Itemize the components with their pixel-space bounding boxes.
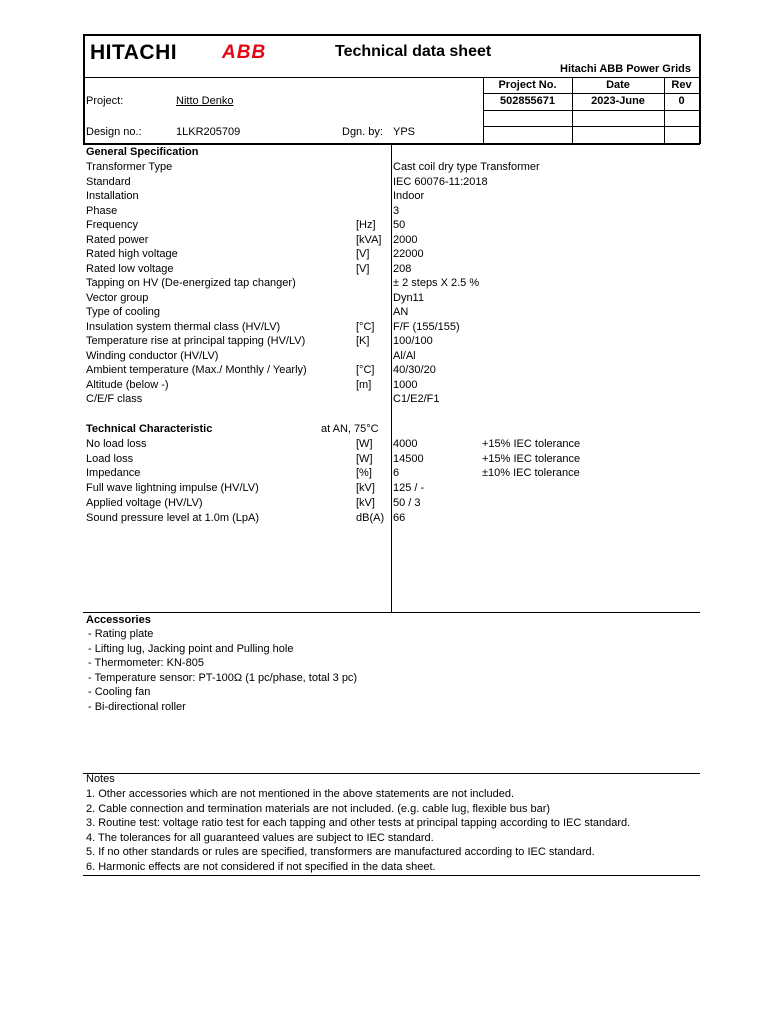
row-label: Temperature rise at principal tapping (HV/LV) bbox=[86, 335, 306, 347]
note-item: 4. The tolerances for all guaranteed values are subject to IEC standard. bbox=[86, 831, 434, 844]
row-label: Rated power bbox=[86, 233, 149, 246]
date-value: 2023-June bbox=[591, 95, 645, 107]
row-value: 1000 bbox=[393, 378, 418, 391]
row-value: AN bbox=[393, 306, 409, 318]
note-item: 5. If no other standards or rules are specified, transformers are manufactured according to IEC standard. bbox=[86, 846, 595, 859]
row-value: 6 bbox=[393, 467, 400, 480]
row-value: Al/Al bbox=[393, 349, 416, 362]
general-spec-heading: General Specification bbox=[86, 146, 199, 158]
row-value: ± 2 steps X 2.5 % bbox=[393, 277, 480, 289]
row-unit: [°C] bbox=[356, 364, 375, 376]
row-value: Cast coil dry type Transformer bbox=[393, 161, 540, 173]
row-value: 40/30/20 bbox=[393, 364, 436, 376]
row-value: IEC 60076-11:2018 bbox=[393, 175, 488, 188]
row-label: Frequency bbox=[86, 219, 138, 231]
project-no-header: Project No. bbox=[498, 79, 557, 91]
list-item: - Cooling fan bbox=[88, 686, 151, 699]
row-tolerance: ±10% IEC tolerance bbox=[482, 467, 580, 480]
page-title: Technical data sheet bbox=[335, 43, 492, 60]
project-no-value: 502855671 bbox=[499, 95, 556, 107]
row-label: Insulation system thermal class (HV/LV) bbox=[86, 320, 281, 333]
row-label: Rated high voltage bbox=[86, 248, 178, 260]
note-item: 1. Other accessories which are not mentioned in the above statements are not included. bbox=[86, 788, 515, 800]
row-label: Winding conductor (HV/LV) bbox=[86, 349, 219, 362]
row-label: Ambient temperature (Max./ Monthly / Yearly) bbox=[86, 364, 307, 376]
row-label: Installation bbox=[86, 190, 139, 202]
row-value: 4000 bbox=[393, 438, 418, 450]
row-unit: [%] bbox=[356, 467, 372, 480]
header-right-border bbox=[699, 34, 701, 144]
row-label: Vector group bbox=[86, 291, 149, 304]
row-value: C1/E2/F1 bbox=[393, 393, 440, 405]
row-unit: [m] bbox=[356, 378, 372, 391]
technical-condition: at AN, 75°C bbox=[321, 423, 379, 435]
header-left-border bbox=[83, 34, 85, 144]
date-header: Date bbox=[606, 79, 630, 91]
row-value: 50 / 3 bbox=[393, 496, 421, 509]
list-item: - Thermometer: KN-805 bbox=[88, 657, 204, 670]
accessories-heading: Accessories bbox=[86, 614, 151, 626]
notes-heading: Notes bbox=[86, 773, 115, 785]
row-label: C/E/F class bbox=[86, 393, 143, 405]
rev-value: 0 bbox=[678, 95, 685, 107]
notes-bottom-border bbox=[83, 875, 700, 876]
spec-bottom-border bbox=[83, 612, 700, 613]
row-label: Full wave lightning impulse (HV/LV) bbox=[86, 482, 259, 495]
row-unit: [Hz] bbox=[356, 219, 376, 231]
dgn-value: YPS bbox=[393, 126, 416, 138]
row-value: 2000 bbox=[393, 233, 418, 246]
row-label: Altitude (below -) bbox=[86, 378, 169, 391]
row-value: Dyn11 bbox=[393, 291, 424, 304]
row-label: Tapping on HV (De-energized tap changer) bbox=[86, 277, 296, 289]
row-value: 3 bbox=[393, 204, 400, 217]
project-label: Project: bbox=[86, 95, 124, 107]
row-label: Applied voltage (HV/LV) bbox=[86, 496, 203, 509]
row-unit: [V] bbox=[356, 248, 370, 260]
list-item: - Rating plate bbox=[88, 628, 154, 640]
row-label: Load loss bbox=[86, 452, 134, 465]
header-divider bbox=[83, 77, 700, 78]
row-label: Type of cooling bbox=[86, 306, 160, 318]
value-column-divider bbox=[391, 143, 392, 612]
list-item: - Bi-directional roller bbox=[88, 701, 186, 713]
accessories-bottom-border bbox=[83, 773, 700, 774]
row-unit: [kV] bbox=[356, 496, 375, 509]
design-label: Design no.: bbox=[86, 126, 142, 138]
technical-heading: Technical Characteristic bbox=[86, 423, 213, 435]
row-unit: dB(A) bbox=[356, 511, 385, 524]
design-value: 1LKR205709 bbox=[176, 126, 241, 138]
row-value: 66 bbox=[393, 511, 406, 524]
row-value: 100/100 bbox=[393, 335, 433, 347]
row-value: 14500 bbox=[393, 452, 424, 465]
company-name: Hitachi ABB Power Grids bbox=[560, 63, 692, 75]
row-tolerance: +15% IEC tolerance bbox=[482, 452, 581, 465]
note-item: 2. Cable connection and termination materials are not included. (e.g. cable lug, flexible bus bar) bbox=[86, 802, 551, 815]
row-unit: [kV] bbox=[356, 482, 375, 495]
list-item: - Lifting lug, Jacking point and Pulling hole bbox=[88, 642, 294, 655]
row-value: 208 bbox=[393, 262, 412, 275]
row-label: Phase bbox=[86, 204, 118, 217]
rev-header: Rev bbox=[671, 79, 692, 91]
row-label: Impedance bbox=[86, 467, 141, 480]
row-label: Standard bbox=[86, 175, 131, 188]
row-unit: [W] bbox=[356, 452, 373, 465]
row-label: Transformer Type bbox=[86, 161, 173, 173]
list-item: - Temperature sensor: PT-100Ω (1 pc/phase, total 3 pc) bbox=[88, 671, 358, 684]
row-value: 22000 bbox=[393, 248, 424, 260]
row-unit: [°C] bbox=[356, 320, 375, 333]
row-unit: [K] bbox=[356, 335, 370, 347]
row-value: Indoor bbox=[393, 190, 425, 202]
row-value: 50 bbox=[393, 219, 406, 231]
row-label: Sound pressure level at 1.0m (LpA) bbox=[86, 511, 260, 524]
row-unit: [W] bbox=[356, 438, 373, 450]
project-value: Nitto Denko bbox=[176, 95, 234, 107]
dgn-label: Dgn. by: bbox=[342, 126, 383, 138]
row-label: Rated low voltage bbox=[86, 262, 174, 275]
note-item: 6. Harmonic effects are not considered if not specified in the data sheet. bbox=[86, 861, 436, 873]
row-tolerance: +15% IEC tolerance bbox=[482, 438, 581, 450]
note-item: 3. Routine test: voltage ratio test for each tapping and other tests at principal tapping according to IEC standard. bbox=[86, 817, 631, 830]
row-value: 125 / - bbox=[393, 482, 425, 495]
row-unit: [kVA] bbox=[356, 233, 382, 246]
abb-logo: ABB bbox=[222, 42, 267, 63]
row-unit: [V] bbox=[356, 262, 370, 275]
row-value: F/F (155/155) bbox=[393, 320, 460, 333]
row-label: No load loss bbox=[86, 438, 147, 450]
header-top-border bbox=[83, 34, 700, 36]
hitachi-logo: HITACHI bbox=[90, 41, 178, 64]
